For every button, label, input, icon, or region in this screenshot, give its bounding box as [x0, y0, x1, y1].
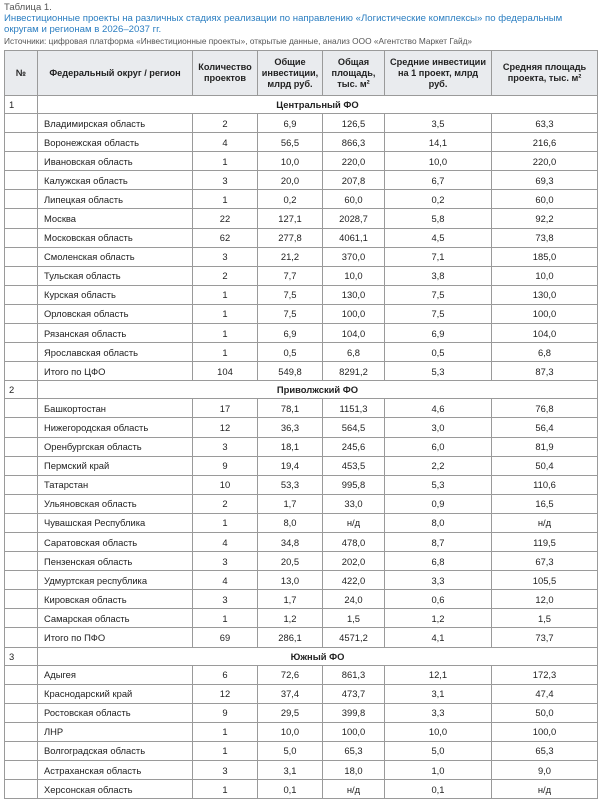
region-cell: Рязанская область	[38, 324, 193, 343]
count-cell: 1	[193, 304, 258, 323]
row-number-cell	[5, 513, 38, 532]
invest-cell: 127,1	[258, 209, 323, 228]
avg-invest-cell: 4,5	[385, 228, 492, 247]
invest-cell: 29,5	[258, 703, 323, 722]
avg-invest-cell: 5,8	[385, 209, 492, 228]
invest-cell: 549,8	[258, 362, 323, 381]
group-name: Центральный ФО	[38, 96, 598, 114]
avg-area-cell: 73,7	[492, 628, 598, 647]
region-cell: Воронежская область	[38, 133, 193, 152]
invest-cell: 72,6	[258, 665, 323, 684]
row-number-cell	[5, 494, 38, 513]
region-cell: Оренбургская область	[38, 437, 193, 456]
row-number-cell	[5, 684, 38, 703]
row-number-cell	[5, 152, 38, 171]
invest-cell: 78,1	[258, 399, 323, 418]
area-cell: 399,8	[323, 703, 385, 722]
table-label: Таблица 1.	[4, 2, 52, 13]
table-row	[5, 114, 598, 133]
table-row	[5, 285, 598, 304]
region-cell: Саратовская область	[38, 532, 193, 551]
count-cell: 2	[193, 266, 258, 285]
area-cell: 33,0	[323, 494, 385, 513]
count-cell: 1	[193, 513, 258, 532]
group-header-row	[5, 96, 598, 114]
invest-cell: 1,2	[258, 609, 323, 628]
region-cell: Тульская область	[38, 266, 193, 285]
invest-cell: 20,0	[258, 171, 323, 190]
avg-area-cell: 69,3	[492, 171, 598, 190]
count-cell: 10	[193, 475, 258, 494]
row-number-cell	[5, 247, 38, 266]
row-number-cell	[5, 324, 38, 343]
region-cell: Херсонская область	[38, 780, 193, 799]
group-name: Приволжский ФО	[38, 381, 598, 399]
invest-cell: 34,8	[258, 532, 323, 551]
avg-invest-cell: 7,1	[385, 247, 492, 266]
region-cell: Краснодарский край	[38, 684, 193, 703]
count-cell: 1	[193, 741, 258, 760]
row-number-cell	[5, 228, 38, 247]
table-title: Инвестиционные проекты на различных стадиях реализации по направлению «Логистические комплексы» по федеральным округам и регионам в 2026–2037 гг.	[4, 13, 563, 35]
invest-cell: 18,1	[258, 437, 323, 456]
col-header-invest: Общие инвестиции, млрд руб.	[258, 51, 323, 96]
avg-invest-cell: 1,2	[385, 609, 492, 628]
table-row	[5, 399, 598, 418]
area-cell: 220,0	[323, 152, 385, 171]
row-number-cell	[5, 343, 38, 362]
region-cell: Удмуртская республика	[38, 571, 193, 590]
avg-invest-cell: 0,2	[385, 190, 492, 209]
area-cell: 245,6	[323, 437, 385, 456]
region-cell: Калужская область	[38, 171, 193, 190]
total-row	[5, 362, 598, 381]
invest-cell: 10,0	[258, 722, 323, 741]
count-cell: 1	[193, 609, 258, 628]
count-cell: 69	[193, 628, 258, 647]
invest-cell: 21,2	[258, 247, 323, 266]
avg-area-cell: 10,0	[492, 266, 598, 285]
group-number: 1	[5, 96, 38, 114]
area-cell: 422,0	[323, 571, 385, 590]
row-number-cell	[5, 722, 38, 741]
invest-cell: 6,9	[258, 324, 323, 343]
table-row	[5, 494, 598, 513]
region-cell: Ярославская область	[38, 343, 193, 362]
count-cell: 3	[193, 552, 258, 571]
table-row	[5, 684, 598, 703]
row-number-cell	[5, 209, 38, 228]
row-number-cell	[5, 761, 38, 780]
invest-cell: 0,1	[258, 780, 323, 799]
row-number-cell	[5, 590, 38, 609]
header-row	[5, 51, 598, 96]
table-row	[5, 247, 598, 266]
area-cell: 4061,1	[323, 228, 385, 247]
table-row	[5, 609, 598, 628]
count-cell: 4	[193, 571, 258, 590]
area-cell: 1,5	[323, 609, 385, 628]
avg-area-cell: 119,5	[492, 532, 598, 551]
region-cell: Московская область	[38, 228, 193, 247]
avg-area-cell: 100,0	[492, 722, 598, 741]
invest-cell: 7,5	[258, 285, 323, 304]
region-cell: Москва	[38, 209, 193, 228]
avg-area-cell: 87,3	[492, 362, 598, 381]
avg-invest-cell: 5,3	[385, 475, 492, 494]
table-row	[5, 513, 598, 532]
area-cell: 564,5	[323, 418, 385, 437]
avg-invest-cell: 0,1	[385, 780, 492, 799]
row-number-cell	[5, 628, 38, 647]
invest-cell: 10,0	[258, 152, 323, 171]
table-row	[5, 552, 598, 571]
table-row	[5, 418, 598, 437]
area-cell: 861,3	[323, 665, 385, 684]
region-cell: Волгоградская область	[38, 741, 193, 760]
region-cell: Ивановская область	[38, 152, 193, 171]
region-cell: ЛНР	[38, 722, 193, 741]
area-cell: 18,0	[323, 761, 385, 780]
count-cell: 12	[193, 684, 258, 703]
invest-cell: 1,7	[258, 590, 323, 609]
avg-area-cell: 92,2	[492, 209, 598, 228]
total-row	[5, 628, 598, 647]
avg-invest-cell: 3,3	[385, 571, 492, 590]
area-cell: 453,5	[323, 456, 385, 475]
avg-area-cell: 172,3	[492, 665, 598, 684]
table-row	[5, 190, 598, 209]
invest-cell: 8,0	[258, 513, 323, 532]
table-row	[5, 228, 598, 247]
count-cell: 1	[193, 285, 258, 304]
count-cell: 2	[193, 114, 258, 133]
row-number-cell	[5, 665, 38, 684]
avg-area-cell: 220,0	[492, 152, 598, 171]
row-number-cell	[5, 133, 38, 152]
count-cell: 1	[193, 780, 258, 799]
col-header-avg-area: Средняя площадь проекта, тыс. м²	[492, 51, 598, 96]
region-cell: Орловская область	[38, 304, 193, 323]
region-cell: Ростовская область	[38, 703, 193, 722]
row-number-cell	[5, 741, 38, 760]
area-cell: 2028,7	[323, 209, 385, 228]
region-cell: Владимирская область	[38, 114, 193, 133]
avg-invest-cell: 0,6	[385, 590, 492, 609]
invest-cell: 0,2	[258, 190, 323, 209]
avg-area-cell: 63,3	[492, 114, 598, 133]
col-header-area: Общая площадь, тыс. м²	[323, 51, 385, 96]
avg-invest-cell: 3,3	[385, 703, 492, 722]
region-cell: Смоленская область	[38, 247, 193, 266]
region-cell: Татарстан	[38, 475, 193, 494]
count-cell: 9	[193, 456, 258, 475]
avg-area-cell: 100,0	[492, 304, 598, 323]
avg-area-cell: 9,0	[492, 761, 598, 780]
avg-invest-cell: 8,0	[385, 513, 492, 532]
row-number-cell	[5, 190, 38, 209]
invest-cell: 13,0	[258, 571, 323, 590]
area-cell: 104,0	[323, 324, 385, 343]
count-cell: 1	[193, 324, 258, 343]
region-cell: Липецкая область	[38, 190, 193, 209]
region-cell: Астраханская область	[38, 761, 193, 780]
group-number: 3	[5, 647, 38, 665]
count-cell: 4	[193, 532, 258, 551]
region-cell: Итого по ЦФО	[38, 362, 193, 381]
row-number-cell	[5, 362, 38, 381]
area-cell: 478,0	[323, 532, 385, 551]
table-source: Источники: цифровая платформа «Инвестиционные проекты», открытые данные, анализ ООО «Агентство Маркет Гайд»	[4, 36, 473, 46]
avg-invest-cell: 4,6	[385, 399, 492, 418]
row-number-cell	[5, 399, 38, 418]
invest-cell: 3,1	[258, 761, 323, 780]
area-cell: н/д	[323, 780, 385, 799]
avg-area-cell: н/д	[492, 513, 598, 532]
invest-cell: 277,8	[258, 228, 323, 247]
table-row	[5, 665, 598, 684]
table-row	[5, 437, 598, 456]
row-number-cell	[5, 114, 38, 133]
avg-area-cell: 47,4	[492, 684, 598, 703]
avg-invest-cell: 8,7	[385, 532, 492, 551]
table-row	[5, 571, 598, 590]
avg-invest-cell: 4,1	[385, 628, 492, 647]
region-cell: Самарская область	[38, 609, 193, 628]
group-header-row	[5, 647, 598, 665]
invest-cell: 53,3	[258, 475, 323, 494]
invest-cell: 20,5	[258, 552, 323, 571]
row-number-cell	[5, 304, 38, 323]
count-cell: 3	[193, 247, 258, 266]
count-cell: 3	[193, 761, 258, 780]
avg-area-cell: 67,3	[492, 552, 598, 571]
avg-area-cell: 60,0	[492, 190, 598, 209]
table-row	[5, 266, 598, 285]
row-number-cell	[5, 285, 38, 304]
row-number-cell	[5, 437, 38, 456]
group-header-row	[5, 381, 598, 399]
table-row	[5, 304, 598, 323]
count-cell: 6	[193, 665, 258, 684]
avg-area-cell: 50,4	[492, 456, 598, 475]
avg-area-cell: н/д	[492, 780, 598, 799]
avg-area-cell: 81,9	[492, 437, 598, 456]
area-cell: 130,0	[323, 285, 385, 304]
area-cell: 207,8	[323, 171, 385, 190]
row-number-cell	[5, 609, 38, 628]
row-number-cell	[5, 532, 38, 551]
invest-cell: 7,7	[258, 266, 323, 285]
region-cell: Ульяновская область	[38, 494, 193, 513]
row-number-cell	[5, 552, 38, 571]
count-cell: 12	[193, 418, 258, 437]
avg-area-cell: 185,0	[492, 247, 598, 266]
col-header-count: Количество проектов	[193, 51, 258, 96]
region-cell: Башкортостан	[38, 399, 193, 418]
avg-area-cell: 50,0	[492, 703, 598, 722]
count-cell: 17	[193, 399, 258, 418]
avg-invest-cell: 12,1	[385, 665, 492, 684]
row-number-cell	[5, 571, 38, 590]
area-cell: 4571,2	[323, 628, 385, 647]
avg-invest-cell: 3,8	[385, 266, 492, 285]
area-cell: 8291,2	[323, 362, 385, 381]
table-row	[5, 780, 598, 799]
avg-invest-cell: 7,5	[385, 285, 492, 304]
avg-area-cell: 130,0	[492, 285, 598, 304]
avg-invest-cell: 10,0	[385, 722, 492, 741]
row-number-cell	[5, 475, 38, 494]
table-row	[5, 324, 598, 343]
table-row	[5, 475, 598, 494]
area-cell: 65,3	[323, 741, 385, 760]
avg-area-cell: 6,8	[492, 343, 598, 362]
row-number-cell	[5, 266, 38, 285]
avg-area-cell: 110,6	[492, 475, 598, 494]
avg-area-cell: 56,4	[492, 418, 598, 437]
table-row	[5, 152, 598, 171]
region-cell: Итого по ПФО	[38, 628, 193, 647]
avg-invest-cell: 6,0	[385, 437, 492, 456]
area-cell: 866,3	[323, 133, 385, 152]
table-body	[5, 96, 598, 799]
avg-area-cell: 216,6	[492, 133, 598, 152]
invest-cell: 37,4	[258, 684, 323, 703]
avg-invest-cell: 3,1	[385, 684, 492, 703]
avg-invest-cell: 14,1	[385, 133, 492, 152]
avg-invest-cell: 6,9	[385, 324, 492, 343]
area-cell: 6,8	[323, 343, 385, 362]
table-row	[5, 133, 598, 152]
avg-area-cell: 104,0	[492, 324, 598, 343]
projects-table	[4, 50, 598, 799]
row-number-cell	[5, 780, 38, 799]
count-cell: 22	[193, 209, 258, 228]
region-cell: Пензенская область	[38, 552, 193, 571]
table-row	[5, 590, 598, 609]
count-cell: 3	[193, 590, 258, 609]
area-cell: 995,8	[323, 475, 385, 494]
invest-cell: 56,5	[258, 133, 323, 152]
table-row	[5, 532, 598, 551]
avg-area-cell: 105,5	[492, 571, 598, 590]
count-cell: 9	[193, 703, 258, 722]
col-header-num: №	[5, 51, 38, 96]
region-cell: Чувашская Республика	[38, 513, 193, 532]
table-row	[5, 456, 598, 475]
table-row	[5, 741, 598, 760]
count-cell: 3	[193, 171, 258, 190]
table-row	[5, 703, 598, 722]
region-cell: Нижегородская область	[38, 418, 193, 437]
area-cell: 24,0	[323, 590, 385, 609]
invest-cell: 36,3	[258, 418, 323, 437]
area-cell: 10,0	[323, 266, 385, 285]
row-number-cell	[5, 171, 38, 190]
count-cell: 1	[193, 152, 258, 171]
count-cell: 2	[193, 494, 258, 513]
table-row	[5, 171, 598, 190]
count-cell: 104	[193, 362, 258, 381]
avg-invest-cell: 2,2	[385, 456, 492, 475]
invest-cell: 5,0	[258, 741, 323, 760]
region-cell: Адыгея	[38, 665, 193, 684]
count-cell: 62	[193, 228, 258, 247]
area-cell: н/д	[323, 513, 385, 532]
invest-cell: 6,9	[258, 114, 323, 133]
avg-invest-cell: 6,8	[385, 552, 492, 571]
area-cell: 202,0	[323, 552, 385, 571]
region-cell: Пермский край	[38, 456, 193, 475]
avg-invest-cell: 5,0	[385, 741, 492, 760]
avg-area-cell: 16,5	[492, 494, 598, 513]
avg-invest-cell: 3,0	[385, 418, 492, 437]
avg-invest-cell: 3,5	[385, 114, 492, 133]
table-row	[5, 722, 598, 741]
avg-area-cell: 73,8	[492, 228, 598, 247]
area-cell: 60,0	[323, 190, 385, 209]
table-row	[5, 209, 598, 228]
area-cell: 100,0	[323, 304, 385, 323]
avg-invest-cell: 7,5	[385, 304, 492, 323]
invest-cell: 1,7	[258, 494, 323, 513]
avg-invest-cell: 5,3	[385, 362, 492, 381]
row-number-cell	[5, 703, 38, 722]
avg-area-cell: 65,3	[492, 741, 598, 760]
group-name: Южный ФО	[38, 647, 598, 665]
avg-invest-cell: 1,0	[385, 761, 492, 780]
avg-invest-cell: 10,0	[385, 152, 492, 171]
avg-area-cell: 1,5	[492, 609, 598, 628]
count-cell: 1	[193, 190, 258, 209]
avg-area-cell: 12,0	[492, 590, 598, 609]
area-cell: 100,0	[323, 722, 385, 741]
avg-invest-cell: 0,5	[385, 343, 492, 362]
table-row	[5, 761, 598, 780]
invest-cell: 19,4	[258, 456, 323, 475]
avg-invest-cell: 0,9	[385, 494, 492, 513]
row-number-cell	[5, 418, 38, 437]
col-header-region: Федеральный округ / регион	[38, 51, 193, 96]
count-cell: 1	[193, 722, 258, 741]
area-cell: 126,5	[323, 114, 385, 133]
invest-cell: 7,5	[258, 304, 323, 323]
invest-cell: 286,1	[258, 628, 323, 647]
area-cell: 370,0	[323, 247, 385, 266]
avg-invest-cell: 6,7	[385, 171, 492, 190]
col-header-avg-invest: Средние инвестиции на 1 проект, млрд руб.	[385, 51, 492, 96]
area-cell: 1151,3	[323, 399, 385, 418]
count-cell: 1	[193, 343, 258, 362]
invest-cell: 0,5	[258, 343, 323, 362]
row-number-cell	[5, 456, 38, 475]
avg-area-cell: 76,8	[492, 399, 598, 418]
region-cell: Курская область	[38, 285, 193, 304]
area-cell: 473,7	[323, 684, 385, 703]
count-cell: 4	[193, 133, 258, 152]
table-row	[5, 343, 598, 362]
region-cell: Кировская область	[38, 590, 193, 609]
group-number: 2	[5, 381, 38, 399]
count-cell: 3	[193, 437, 258, 456]
